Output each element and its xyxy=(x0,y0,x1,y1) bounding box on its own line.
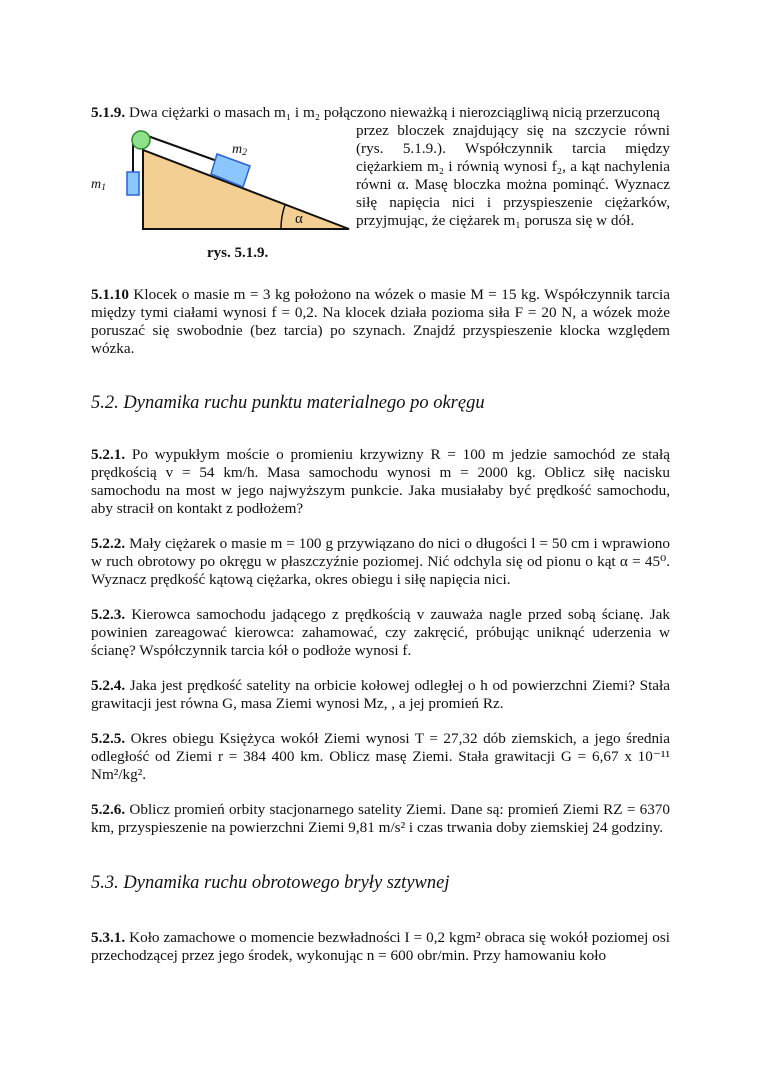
incline-shape xyxy=(143,150,349,229)
problem-5-2-5 xyxy=(91,730,670,784)
problem-number: 5.1.10 xyxy=(91,286,129,303)
problem-number: 5.3.1. xyxy=(91,929,126,946)
problem-5-2-6 xyxy=(91,801,670,837)
problem-text: Klocek o masie m = 3 kg położono na wózek o masie M = 15 kg. Współczynnik tarcia między tymi ciałami wynosi f = 0,2. Na klocek działa pozioma siła F = 20 N, a wózek może poruszać się swobodnie (bez tarcia) po szynach. Znajdź przyspieszenie klocka względem wózka. xyxy=(91,286,670,357)
problem-5-2-3 xyxy=(91,606,670,660)
problem-text: Oblicz promień orbity stacjonarnego satelity Ziemi. Dane są: promień Ziemi RZ = 6370 km, przyspieszenie na powierzchni Ziemi 9,81 m/s² i czas trwania doby ziemskiej 24 godziny. xyxy=(91,801,670,836)
label-m2: $m_2$ xyxy=(232,142,248,158)
pulley xyxy=(132,131,150,149)
block-m1 xyxy=(127,172,139,195)
problem-text: Po wypukłym moście o promieniu krzywizny R = 100 m jedzie samochód ze stałą prędkością v = 54 km/h. Masa samochodu wynosi m = 2000 kg. Oblicz siłę nacisku samochodu na most w jego najwyższym punkcie. Jaka musiałaby być prędkość samochodu, aby stracił on kontakt z podłożem? xyxy=(91,446,670,517)
problem-5-3-1 xyxy=(91,929,670,965)
problem-text: Mały ciężarek o masie m = 100 g przywiązano do nici o długości l = 50 cm i wprawiono w ruch obrotowy po okręgu w płaszczyźnie poziomej. Nić odchyla się od pionu o kąt α = 45⁰. Wyznacz prędkość kątową ciężarka, okres obiegu i siłę napięcia nici. xyxy=(91,535,670,588)
problem-5-2-2 xyxy=(91,535,670,589)
figure-caption: rys. 5.1.9. xyxy=(207,245,269,261)
problem-number: 5.2.3. xyxy=(91,606,126,623)
problem-5-2-4 xyxy=(91,677,670,713)
problem-text: Koło zamachowe o momencie bezwładności I = 0,2 kgm² obraca się wokół poziomej osi przechodzącej przez jego środek, wykonując n = 600 obr/min. Przy hamowaniu koło xyxy=(91,929,670,964)
problem-text: Dwa ciężarki o masach m₁ i m₂ połączono nieważką i nierozciągliwą nicią przerzuconą xyxy=(125,104,660,121)
section-heading-5-3: 5.3. Dynamika ruchu obrotowego bryły sztywnej xyxy=(91,873,450,893)
problem-number: 5.2.2. xyxy=(91,535,126,552)
problem-5-2-1 xyxy=(91,446,670,518)
problem-text: Kierowca samochodu jadącego z prędkością v zauważa nagle przed sobą ścianę. Jak powinien zareagować kierowca: zahamować, czy zakręcić, próbując uniknąć uderzenia w ścianę? Współczynnik tarcia kół o podłoże wynosi f. xyxy=(91,606,670,659)
problem-number: 5.1.9. xyxy=(91,104,126,121)
problem-number: 5.2.4. xyxy=(91,677,126,694)
problem-text: Jaka jest prędkość satelity na orbicie kołowej odległej o h od powierzchni Ziemi? Stała grawitacji jest równa G, masa Ziemi wynosi Mz, , a jej promień Rz. xyxy=(91,677,670,712)
problem-5-1-10 xyxy=(91,286,670,358)
label-m1: $m_1$ xyxy=(91,177,107,193)
problem-text: Okres obiegu Księżyca wokół Ziemi wynosi T = 27,32 dób ziemskich, a jego średnia odległość od Ziemi r = 384 400 km. Oblicz masę Ziemi. Stała grawitacji G = 6,67 x 10⁻¹¹ Nm²/kg². xyxy=(91,730,670,783)
problem-number: 5.2.6. xyxy=(91,801,126,818)
section-heading-5-2: 5.2. Dynamika ruchu punktu materialnego po okręgu xyxy=(91,393,485,413)
problem-5-1-9-continuation: przez bloczek znajdujący się na szczycie równi (rys. 5.1.9.). Współczynnik tarcia między ciężarkiem m₂ i równią wynosi f₂, a kąt nachylenia równi α. Masę bloczka można pominąć. Wyznacz siłę napięcia nici i przyspieszenie ciężarków, przyjmując, że ciężarek m₁ porusza się w dół. xyxy=(356,122,670,229)
problem-number: 5.2.1. xyxy=(91,446,126,463)
problem-5-1-9-first-line xyxy=(91,104,660,122)
problem-number: 5.2.5. xyxy=(91,730,126,747)
label-alpha: α xyxy=(295,211,303,227)
